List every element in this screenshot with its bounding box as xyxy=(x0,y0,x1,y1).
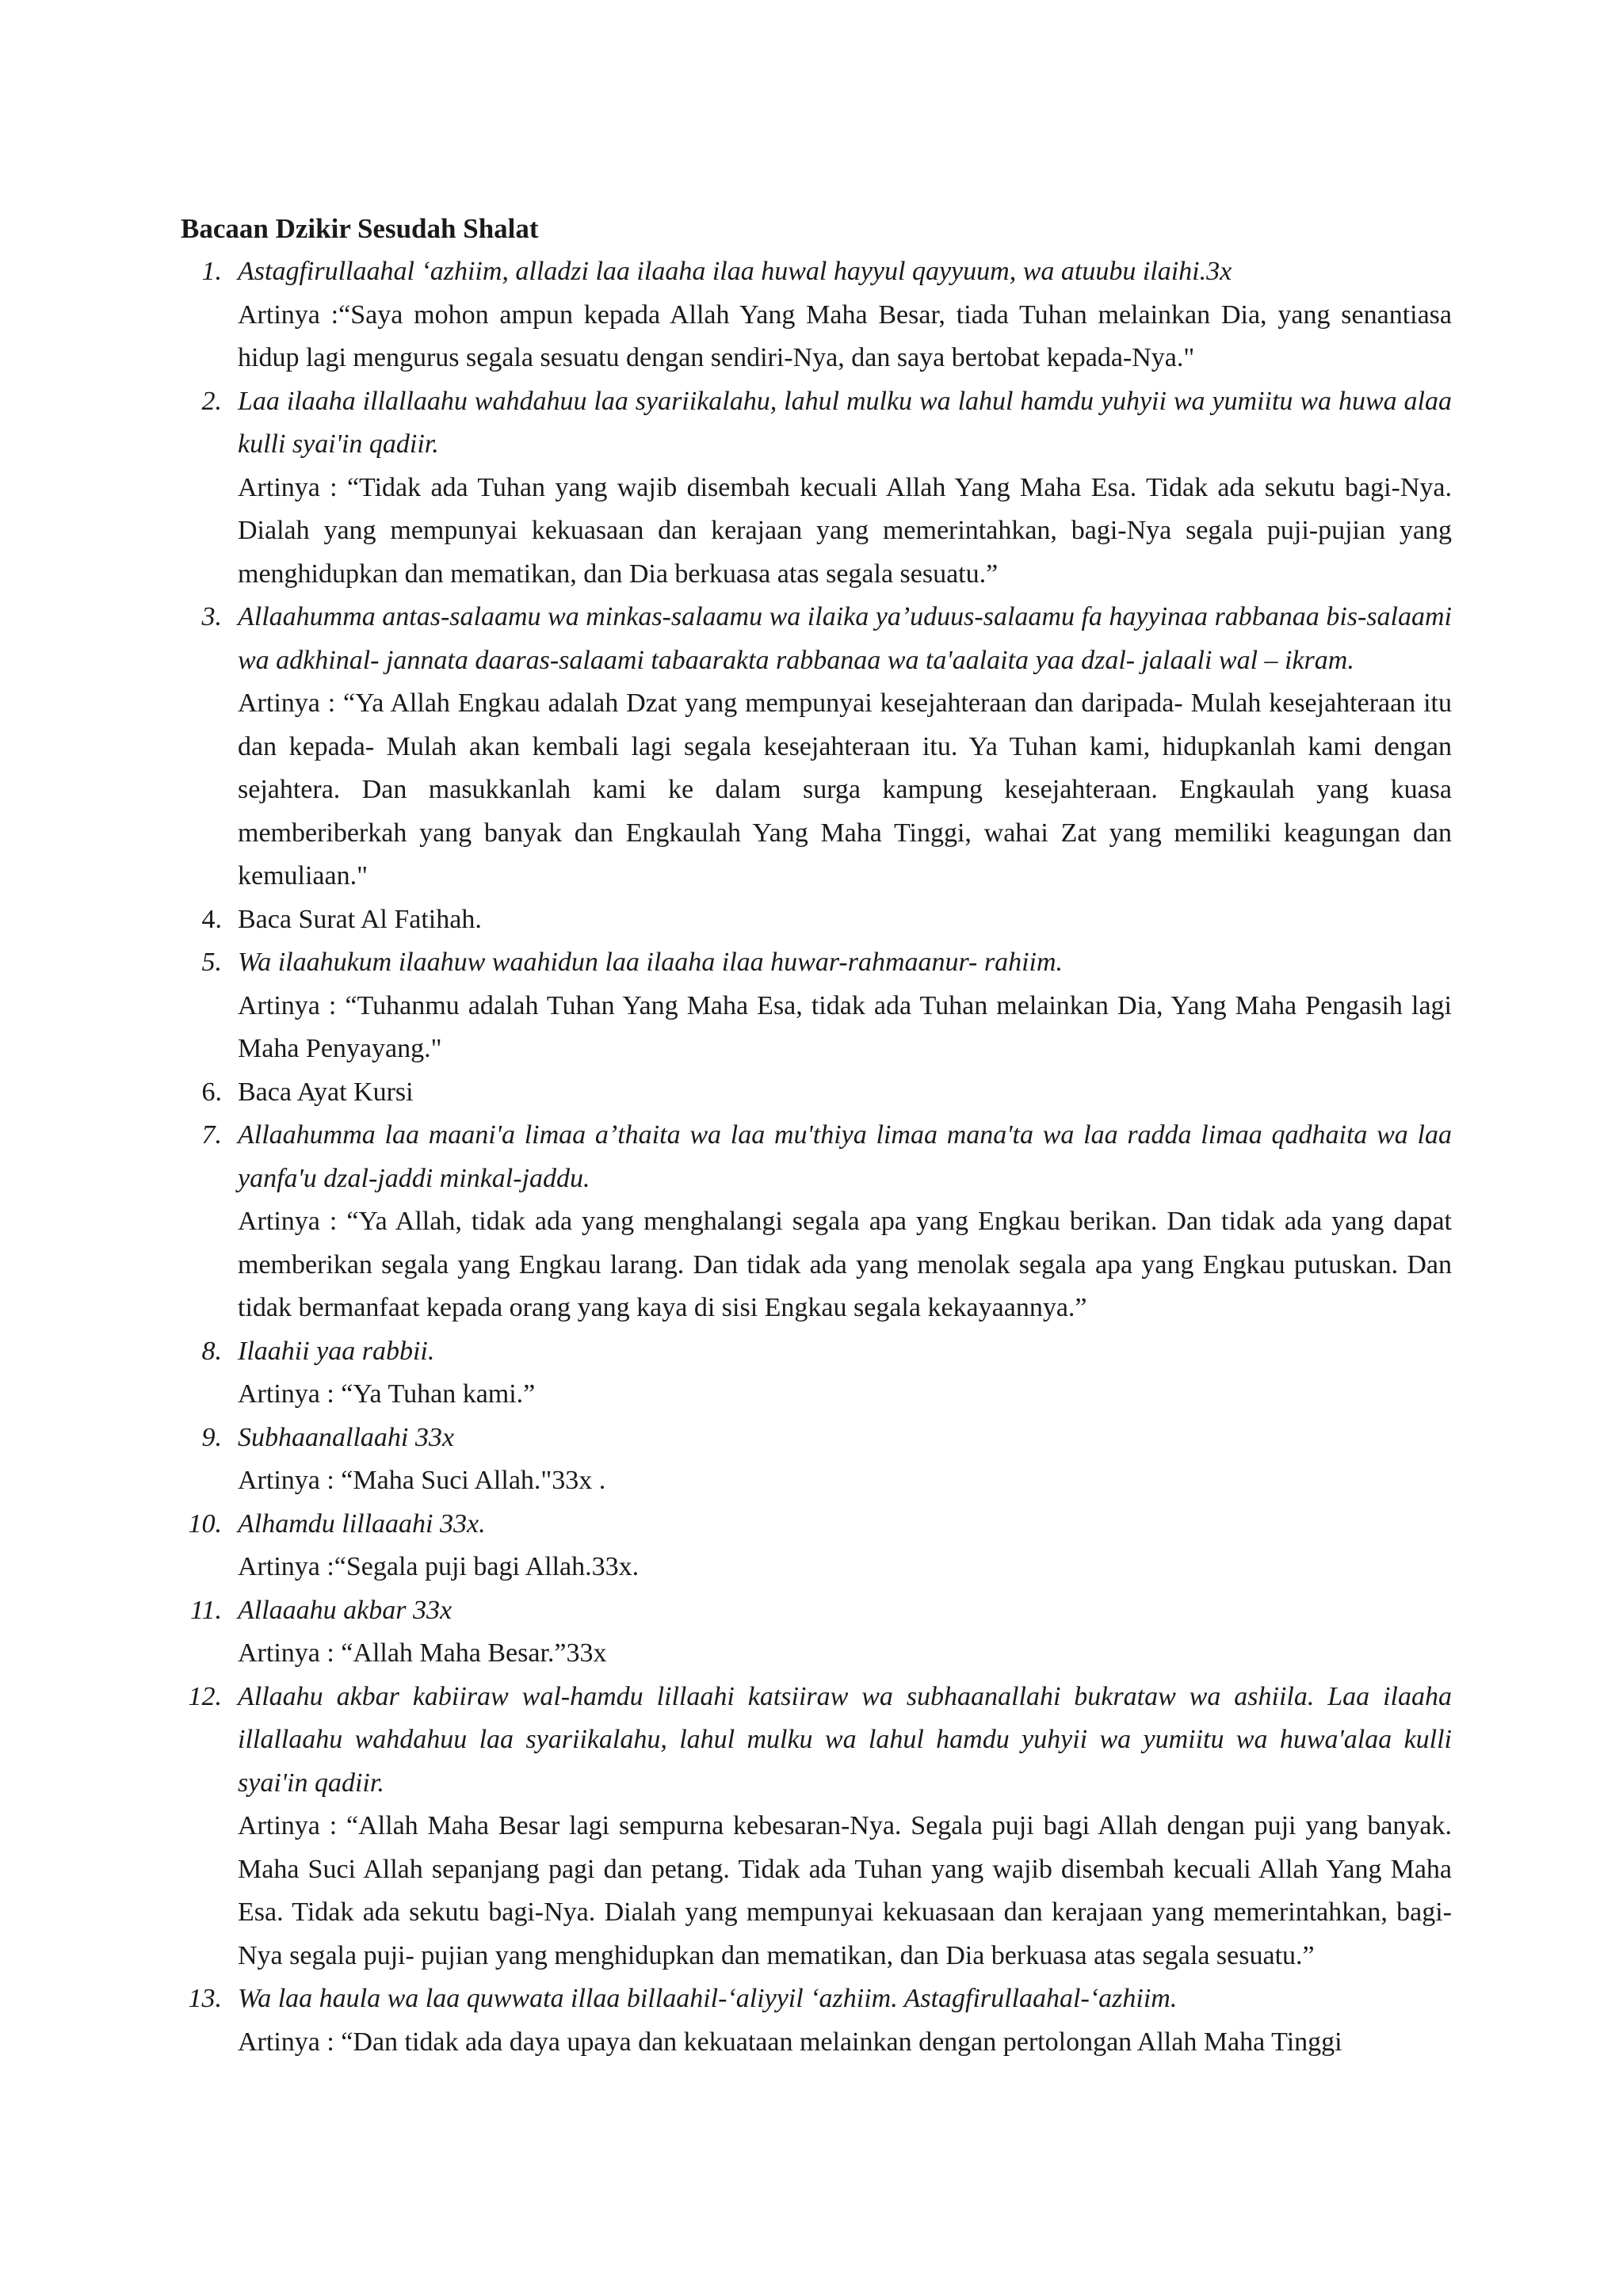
item-meaning: Artinya : “Tuhanmu adalah Tuhan Yang Maha Esa, tidak ada Tuhan melainkan Dia, Yang Maha Pengasih lagi Maha Penyayang." xyxy=(238,990,1452,1063)
item-reading: Laa ilaaha illallaahu wahdahuu laa syariikalahu, lahul mulku wa lahul hamdu yuhyii wa yumiitu wa huwa alaa kulli syai'in qadiir. xyxy=(238,386,1452,459)
item-content xyxy=(238,1071,1452,1115)
item-reading: Allaahumma laa maani'a limaa aʼthaita wa laa mu'thiya limaa mana'ta wa laa radda limaa qadhaita wa laa yanfa'u dzal-jaddi minkal-jaddu. xyxy=(238,1120,1452,1193)
item-number: 6. xyxy=(201,1077,222,1107)
item-meaning: Artinya : “Allah Maha Besar.”33x xyxy=(238,1638,607,1668)
item-meaning: Artinya : “Ya Allah, tidak ada yang menghalangi segala apa yang Engkau berikan. Dan tidak ada yang dapat memberikan segala yang Engkau larang. Dan tidak ada yang menolak segala apa yang Engkau putuskan. Dan tidak bermanfaat kepada orang yang kaya di sisi Engkau segala kekayaannya.” xyxy=(238,1207,1452,1322)
item-reading: Ilaahii yaa rabbii. xyxy=(238,1336,435,1366)
list-item xyxy=(181,1330,1452,1417)
list-item xyxy=(181,380,1452,597)
item-reading: Wa laa haula wa laa quwwata illaa billaahil-ʻaliyyil ʻazhiim. Astagfirullaahal-ʻazhiim. xyxy=(238,1984,1178,2013)
item-number: 7. xyxy=(201,1120,222,1150)
item-content xyxy=(238,1503,1452,1589)
list-item xyxy=(181,1114,1452,1330)
list-item xyxy=(181,1503,1452,1589)
item-number: 11. xyxy=(190,1595,222,1625)
item-meaning: Artinya : “Ya Allah Engkau adalah Dzat yang mempunyai kesejahteraan dan daripada- Mulah kesejahteraan itu dan kepada- Mulah akan kembali lagi segala kesejahteraan itu. Ya Tuhan kami, hidupkanlah kami dengan sejahtera. Dan masukkanlah kami ke dalam surga kampung kesejahteraan. Engkaulah yang kuasa memberiberkah yang banyak dan Engkaulah Yang Maha Tinggi, wahai Zat yang memiliki keagungan dan kemuliaan." xyxy=(238,688,1452,891)
list-item xyxy=(181,941,1452,1071)
item-content xyxy=(238,1114,1452,1330)
item-number: 2. xyxy=(201,386,222,416)
item-meaning: Artinya : “Maha Suci Allah."33x . xyxy=(238,1466,606,1495)
item-reading: Wa ilaahukum ilaahuw waahidun laa ilaaha ilaa huwar-rahmaanur- rahiim. xyxy=(238,948,1064,977)
item-reading: Baca Ayat Kursi xyxy=(238,1077,414,1107)
list-item xyxy=(181,596,1452,898)
item-number: 13. xyxy=(188,1984,222,2013)
item-meaning: Artinya :“Segala puji bagi Allah.33x. xyxy=(238,1552,640,1581)
item-meaning: Artinya : “Dan tidak ada daya upaya dan kekuataan melainkan dengan pertolongan Allah Maha Tinggi xyxy=(238,2027,1342,2057)
item-reading: Astagfirullaahal ʻazhiim, alladzi laa ilaaha ilaa huwal hayyul qayyuum, wa atuubu ilaihi.3x xyxy=(238,257,1232,286)
item-meaning: Artinya : “Ya Tuhan kami.” xyxy=(238,1379,536,1409)
item-content xyxy=(238,1417,1452,1503)
item-reading: Alhamdu lillaaahi 33x. xyxy=(238,1508,486,1539)
item-content xyxy=(238,1589,1452,1676)
item-content xyxy=(238,1330,1452,1417)
item-content xyxy=(238,1676,1452,1978)
document-page xyxy=(181,208,1452,2064)
item-content xyxy=(238,898,1452,942)
item-meaning: Artinya : “Tidak ada Tuhan yang wajib disembah kecuali Allah Yang Maha Esa. Tidak ada sekutu bagi-Nya. Dialah yang mempunyai kekuasaan dan kerajaan yang memerintahkan, bagi-Nya segala puji-pujian yang menghidupkan dan mematikan, dan Dia berkuasa atas segala sesuatu.” xyxy=(238,472,1452,589)
item-reading: Allaaahu akbar 33x xyxy=(238,1595,453,1625)
list-item xyxy=(181,1417,1452,1503)
list-item xyxy=(181,898,1452,942)
item-number: 3. xyxy=(201,602,222,631)
item-meaning: Artinya :“Saya mohon ampun kepada Allah Yang Maha Besar, tiada Tuhan melainkan Dia, yang senantiasa hidup lagi mengurus segala sesuatu dengan sendiri-Nya, dan saya bertobat kepada-Nya." xyxy=(238,299,1452,372)
list-item xyxy=(181,1589,1452,1676)
item-reading: Baca Surat Al Fatihah. xyxy=(238,904,482,934)
item-number: 5. xyxy=(201,948,222,977)
item-number: 8. xyxy=(201,1336,222,1366)
item-content xyxy=(238,596,1452,898)
item-content xyxy=(238,941,1452,1071)
dzikir-list xyxy=(181,250,1452,2064)
list-item xyxy=(181,1071,1452,1115)
item-reading: Allaahumma antas-salaamu wa minkas-salaamu wa ilaika yaʼuduus-salaamu fa hayyinaa rabbanaa bis-salaami wa adkhinal- jannata daaras-salaami tabaarakta rabbanaa wa ta'aalaita yaa dzal- jalaali wal – ikram. xyxy=(238,602,1452,675)
list-item xyxy=(181,1676,1452,1978)
item-content xyxy=(238,380,1452,597)
item-reading: Allaahu akbar kabiiraw wal-hamdu lillaahi katsiiraw wa subhaanallahi bukrataw wa ashiila. Laa ilaaha illallaahu wahdahuu laa syariikalahu, lahul mulku wa lahul hamdu yuhyii wa yumiitu wa huwa'alaa kulli syai'in qadiir. xyxy=(238,1681,1452,1798)
item-reading: Subhaanallaahi 33x xyxy=(238,1422,454,1452)
item-number: 10. xyxy=(188,1508,222,1539)
list-item xyxy=(181,1978,1452,2064)
item-content xyxy=(238,250,1452,380)
item-number: 4. xyxy=(201,904,222,934)
item-number: 9. xyxy=(201,1422,222,1452)
item-number: 12. xyxy=(188,1681,222,1711)
document-title: Bacaan Dzikir Sesudah Shalat xyxy=(181,213,539,244)
item-meaning: Artinya : “Allah Maha Besar lagi sempurna kebesaran-Nya. Segala puji bagi Allah dengan puji yang banyak. Maha Suci Allah sepanjang pagi dan petang. Tidak ada Tuhan yang wajib disembah kecuali Allah Yang Maha Esa. Tidak ada sekutu bagi-Nya. Dialah yang mempunyai kekuasaan dan kerajaan yang memerintahkan, bagi-Nya segala puji- pujian yang menghidupkan dan mematikan, dan Dia berkuasa atas segala sesuatu.” xyxy=(238,1811,1452,1970)
list-item xyxy=(181,250,1452,380)
item-number: 1. xyxy=(201,257,222,286)
item-content xyxy=(238,1978,1452,2064)
